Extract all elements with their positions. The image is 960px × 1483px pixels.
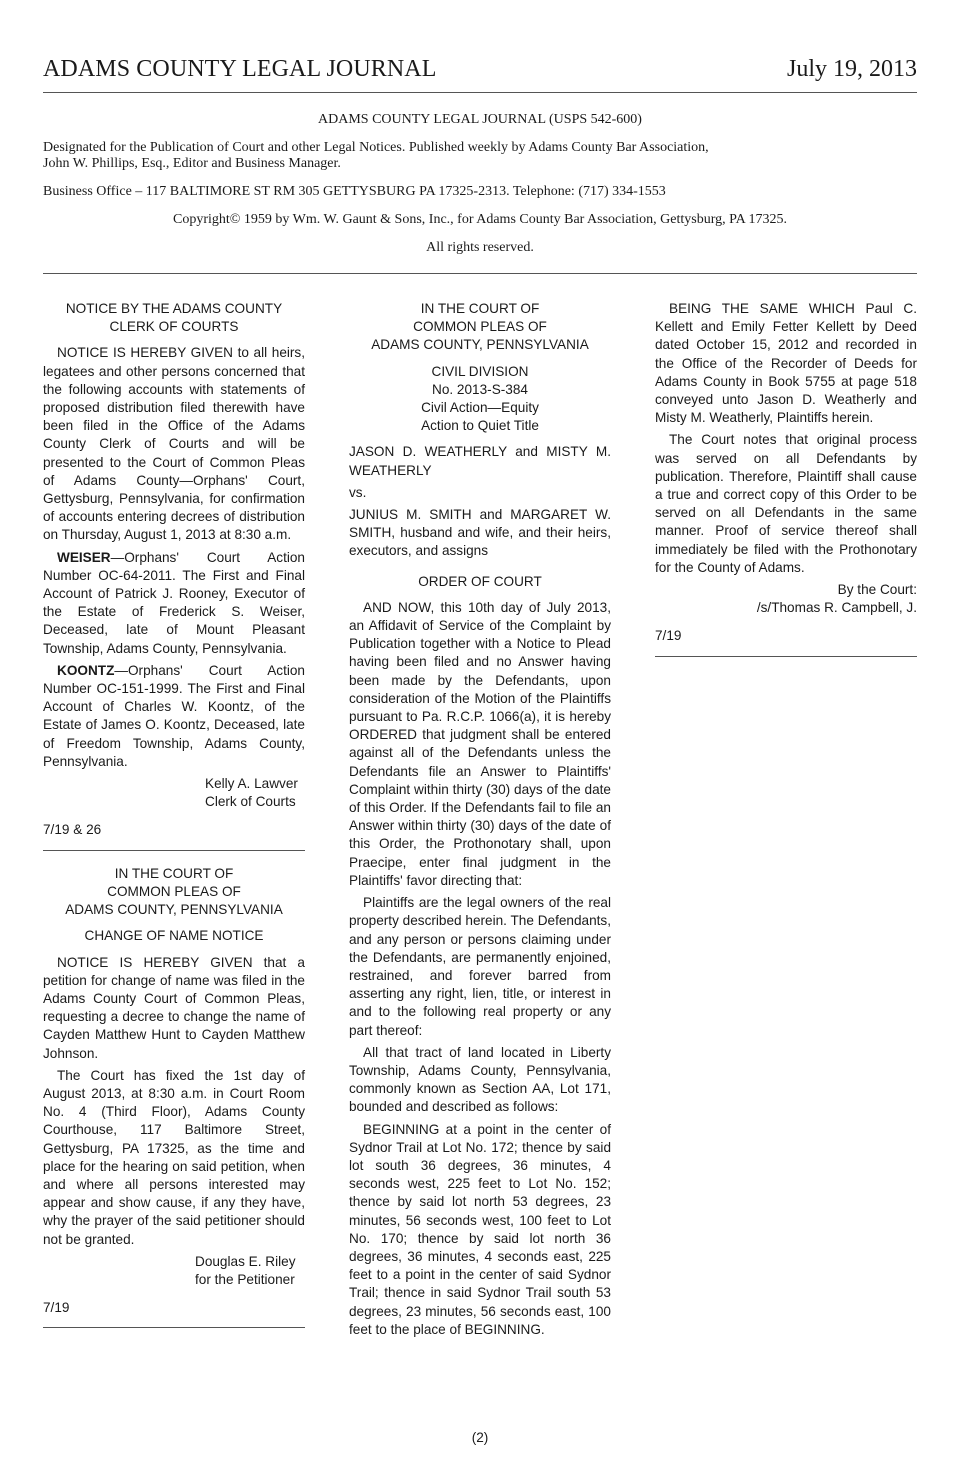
masthead-designation-line-1: Designated for the Publication of Court and other Legal Notices. Published weekly by Adams County Bar Association, [43, 140, 709, 155]
masthead-business-office: Business Office – 117 BALTIMORE ST RM 305 GETTYSBURG PA 17325-2313. Telephone: (717) 334-1553 [43, 184, 666, 199]
defendants: JUNIUS M. SMITH and MARGARET W. SMITH, husband and wife, and their heirs, executors, and assigns [349, 507, 611, 559]
journal-name: ADAMS COUNTY LEGAL JOURNAL [43, 56, 437, 82]
clerk-notice-dates: 7/19 & 26 [43, 822, 102, 838]
order-para-1: AND NOW, this 10th day of July 2013, an Affidavit of Service of the Complaint by Publication together with a Notice to Plead having been filed and no Answer having been made by the Defendants, upon consideration of the Motion of the Plaintiffs pursuant to Pa. R.C.P. 1066(a), it is hereby ORDERED that judgment shall be entered against all of the Defendants unless the Defendants file an Answer to Plaintiffs' Complaint within thirty (30) days of the date of this Order. If the Defendants fail to file an Answer within thirty (30) days of the date of this Order, the Prothonotary shall, upon Praecipe, enter final judgment in the Plaintiffs' favor directing that: [349, 599, 611, 888]
notice-divider [655, 656, 917, 657]
court-heading-3: ADAMS COUNTY, PENNSYLVANIA [371, 337, 589, 353]
notice-divider [43, 850, 305, 851]
clerk-notice-heading-1: NOTICE BY THE ADAMS COUNTY [65, 301, 283, 316]
masthead [43, 108, 917, 256]
court-heading-2: COMMON PLEAS OF [107, 883, 241, 899]
masthead-title: ADAMS COUNTY LEGAL JOURNAL (USPS 542-600) [318, 112, 642, 127]
clerk-signer-title: Clerk of Courts [205, 794, 296, 810]
name-change-para-2: The Court has fixed the 1st day of August 2013, at 8:30 a.m. in Court Room No. 4 (Third Floor), Adams County Courthouse, 117 Baltimore Street, Gettysburg, PA 17325, as the time and place for the hearing on said petition, when and where all persons interested may appear and show cause, if any they have, why the prayer of the said petitioner should not be granted. [43, 1067, 305, 1247]
column-1 [43, 300, 305, 1342]
name-change-notice [43, 865, 305, 1318]
case-number: No. 2013-S-384 [432, 381, 528, 397]
order-title: ORDER OF COURT [418, 573, 542, 589]
order-dates: 7/19 [655, 628, 682, 644]
page-number: (2) [471, 1430, 489, 1445]
petitioner-signer-title: for the Petitioner [195, 1271, 295, 1287]
order-para-2: Plaintiffs are the legal owners of the real property described herein. The Defendants, and any person or persons claiming under the Defendants, are permanently enjoined, restrained, and forever barred from asserting any right, lien, title, or interest in and to the following real property or any part thereof: [349, 895, 611, 1038]
action-type-2: Action to Quiet Title [421, 418, 539, 434]
masthead-rights: All rights reserved. [426, 240, 534, 255]
clerk-notice-item-koontz [43, 662, 305, 771]
judge-signature: /s/Thomas R. Campbell, J. [756, 600, 917, 616]
clerk-signer-name: Kelly A. Lawver [205, 776, 298, 792]
order-para-5: BEING THE SAME WHICH Paul C. Kellett and Emily Fetter Kellett by Deed dated October 15, 2012 and recorded in the Office of the Recorder of Deeds for Adams County in Book 5755 at page 518 conveyed unto Jason D. Weatherly and Misty M. Weatherly, Plaintiffs herein. [655, 301, 917, 426]
column-3 [655, 300, 917, 671]
name-change-para-1: NOTICE IS HEREBY GIVEN that a petition for change of name was filed in the Adams County Court of Common Pleas, requesting a decree to change the name of Cayden Matthew Hunt to Cayden Matthew Johnson. [43, 954, 305, 1061]
court-heading-3: ADAMS COUNTY, PENNSYLVANIA [65, 902, 283, 918]
petitioner-signer-name: Douglas E. Riley [195, 1253, 296, 1269]
issue-date: July 19, 2013 [786, 56, 917, 82]
name-change-title: CHANGE OF NAME NOTICE [84, 928, 264, 944]
clerk-notice-body: NOTICE IS HEREBY GIVEN to all heirs, legatees and other persons concerned that the following accounts with statements of proposed distribution filed therewith have been filed in the Office of the Adams County Clerk of Courts and will be presented to the Court of Common Pleas of Adams County—Orphans' Court, Gettysburg, Pennsylvania, for confirmation of accounts entering decrees of distribution on Thursday, August 1, 2013 at 8:30 a.m. [43, 345, 305, 543]
versus: vs. [349, 484, 367, 500]
item-text: —Orphans' Court Action Number OC-64-2011. The First and Final Account of Patrick J. Rooney, Executor of the Estate of Frederick S. Weiser, Deceased, late of Mount Pleasant Township, Adams County, Pennsylvania. [43, 549, 305, 656]
court-heading-1: IN THE COURT OF [114, 865, 234, 881]
clerk-notice-heading-2: CLERK OF COURTS [109, 319, 239, 335]
masthead-designation-line-2: John W. Phillips, Esq., Editor and Business Manager. [43, 156, 341, 171]
civil-division: CIVIL DIVISION [431, 363, 529, 379]
court-heading-2: COMMON PLEAS OF [413, 319, 547, 335]
masthead-rule [43, 273, 917, 274]
order-para-6: The Court notes that original process was served on all Defendants by publication. Therefore, Plaintiff shall cause a true and correct copy of this Order to be served on all Defendants in the same manner. Proof of service thereof shall immediately be filed with the Prothonotary for the County of Adams. [655, 432, 917, 575]
name-change-dates: 7/19 [43, 1300, 70, 1316]
item-name: WEISER [57, 549, 111, 565]
page-header [43, 52, 917, 92]
court-heading-1: IN THE COURT OF [420, 301, 540, 316]
order-para-4: BEGINNING at a point in the center of Sydnor Trail at Lot No. 172; thence by said lot south 36 degrees, 36 minutes, 4 seconds west, 225 feet to Lot No. 152; thence by said lot north 53 degrees, 23 minutes, 56 seconds west, 100 feet to Lot No. 170; thence by said lot north 36 degrees, 36 minutes, 4 seconds east, 225 feet to a point in the center of said Sydnor Trail; thence in said Sydnor Trail south 53 degrees, 23 minutes, 56 seconds east, 100 feet to the place of BEGINNING. [349, 1121, 611, 1337]
header-rule [43, 92, 917, 93]
by-the-court: By the Court: [837, 582, 917, 598]
column-2 [349, 300, 611, 1343]
item-name: KOONTZ [57, 662, 115, 678]
plaintiffs: JASON D. WEATHERLY and MISTY M. WEATHERLY [349, 444, 611, 478]
order-para-3: All that tract of land located in Liberty Township, Adams County, Pennsylvania, commonly known as Section AA, Lot 171, bounded and described as follows: [349, 1044, 611, 1115]
masthead-copyright: Copyright© 1959 by Wm. W. Gaunt & Sons, Inc., for Adams County Bar Association, Gettysburg, PA 17325. [173, 212, 787, 227]
clerk-notice-item-weiser [43, 549, 305, 658]
notice-divider [43, 1327, 305, 1328]
item-text: —Orphans' Court Action Number OC-151-1999. The First and Final Account of Charles W. Koontz, of the Estate of James O. Koontz, Deceased, late of Freedom Township, Adams County, Pennsylvania. [43, 662, 305, 769]
clerk-notice [43, 300, 305, 840]
action-type-1: Civil Action—Equity [421, 400, 539, 416]
